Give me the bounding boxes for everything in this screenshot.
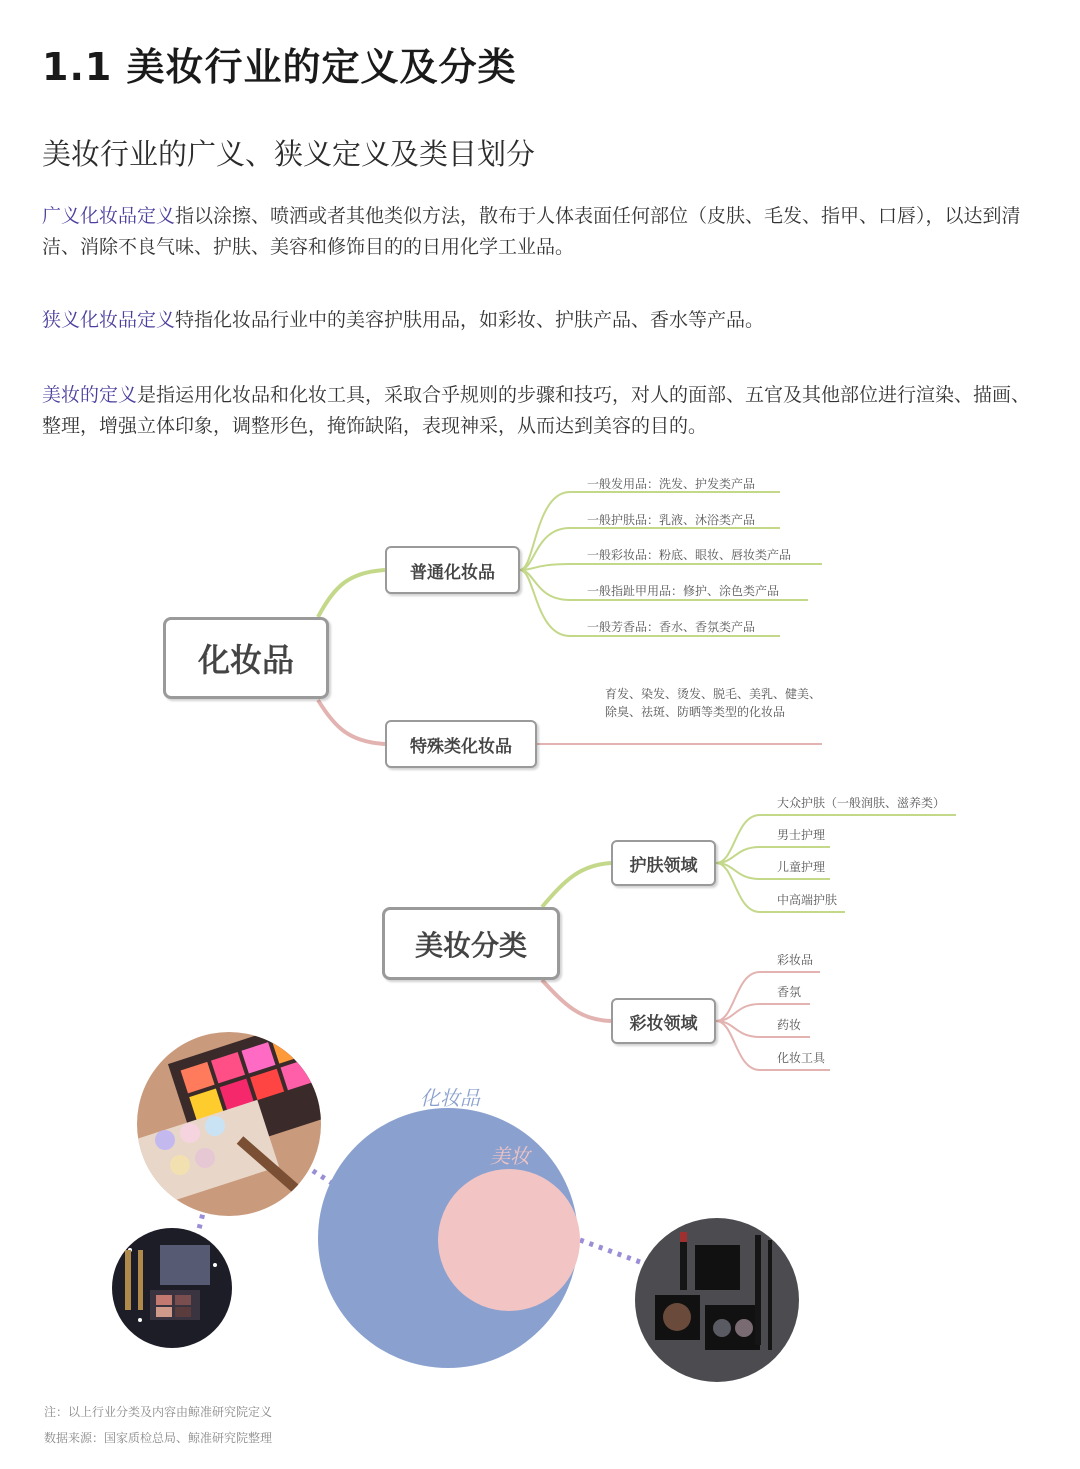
skincare-domain-node: 护肤领域 xyxy=(611,840,716,886)
broad-definition-term: 广义化妆品定义 xyxy=(42,205,176,227)
footnote-source: 数据来源：国家质检总局、鲸准研究院整理 xyxy=(44,1431,273,1445)
beauty-definition-term: 美妆的定义 xyxy=(42,384,138,406)
skincare-leaf-men: 男士护理 xyxy=(777,828,826,842)
narrow-definition-text: 特指化妆品行业中的美容护肤用品，如彩妆、护肤产品、香水等产品。 xyxy=(175,309,765,331)
section-subtitle: 美妆行业的广义、狭义定义及类目划分 xyxy=(42,137,536,171)
makeup-kit-photo xyxy=(630,1215,805,1390)
general-leaf-hair: 一般发用品：洗发、护发类产品 xyxy=(587,477,756,491)
skincare-leaf-children: 儿童护理 xyxy=(777,860,826,874)
footnote-note: 注：以上行业分类及内容由鲸准研究院定义 xyxy=(44,1405,273,1419)
beauty-circle xyxy=(438,1169,580,1311)
venn-inner-label: 美妆 xyxy=(490,1144,530,1168)
broad-definition-text: 指以涂擦、喷洒或者其他类似方法，散布于人体表面任何部位（皮肤、毛发、指甲、口唇），以达到清洁、消除不良气味、护肤、美容和修饰目的的日用化学工业品。 xyxy=(42,205,1021,258)
skincare-leaf-premium: 中高端护肤 xyxy=(777,893,838,907)
makeup-leaf-fragrance: 香氛 xyxy=(777,985,802,999)
mindmap2-root-node: 美妆分类 xyxy=(382,907,560,980)
venn-outer-label: 化妆品 xyxy=(420,1086,480,1110)
makeup-leaf-cosmetics: 彩妆品 xyxy=(777,953,814,967)
eyeshadow-compact-photo xyxy=(110,1225,240,1355)
general-leaf-nails: 一般指趾甲用品：修护、涂色类产品 xyxy=(587,584,780,598)
general-leaf-fragrance: 一般芳香品：香水、香氛类产品 xyxy=(587,620,756,634)
general-leaf-makeup: 一般彩妆品：粉底、眼妆、唇妆类产品 xyxy=(587,548,792,562)
cosmetics-palette-photo xyxy=(130,1021,332,1230)
makeup-leaf-cosmeceutical: 药妆 xyxy=(777,1018,802,1032)
special-cosmetics-node: 特殊类化妆品 xyxy=(385,720,537,768)
makeup-domain-node: 彩妆领域 xyxy=(611,998,716,1044)
general-cosmetics-node: 普通化妆品 xyxy=(385,546,520,594)
general-leaf-skincare: 一般护肤品：乳液、沐浴类产品 xyxy=(587,513,756,527)
mindmap1-root-node: 化妆品 xyxy=(163,617,329,699)
narrow-definition-term: 狭义化妆品定义 xyxy=(42,309,176,331)
beauty-definition-text: 是指运用化妆品和化妆工具，采取合乎规则的步骤和技巧，对人的面部、五官及其他部位进行渲染、描画、整理，增强立体印象，调整形色，掩饰缺陷，表现神采，从而达到美容的目的。 xyxy=(42,384,1031,437)
skincare-leaf-mass: 大众护肤（一般润肤、滋养类） xyxy=(777,796,946,810)
special-leaf-types: 育发、染发、烫发、脱毛、美乳、健美、除臭、祛斑、防晒等类型的化妆品 xyxy=(605,687,822,719)
page-title: 1.1 美妆行业的定义及分类 xyxy=(42,45,517,89)
makeup-leaf-tools: 化妆工具 xyxy=(777,1051,826,1065)
